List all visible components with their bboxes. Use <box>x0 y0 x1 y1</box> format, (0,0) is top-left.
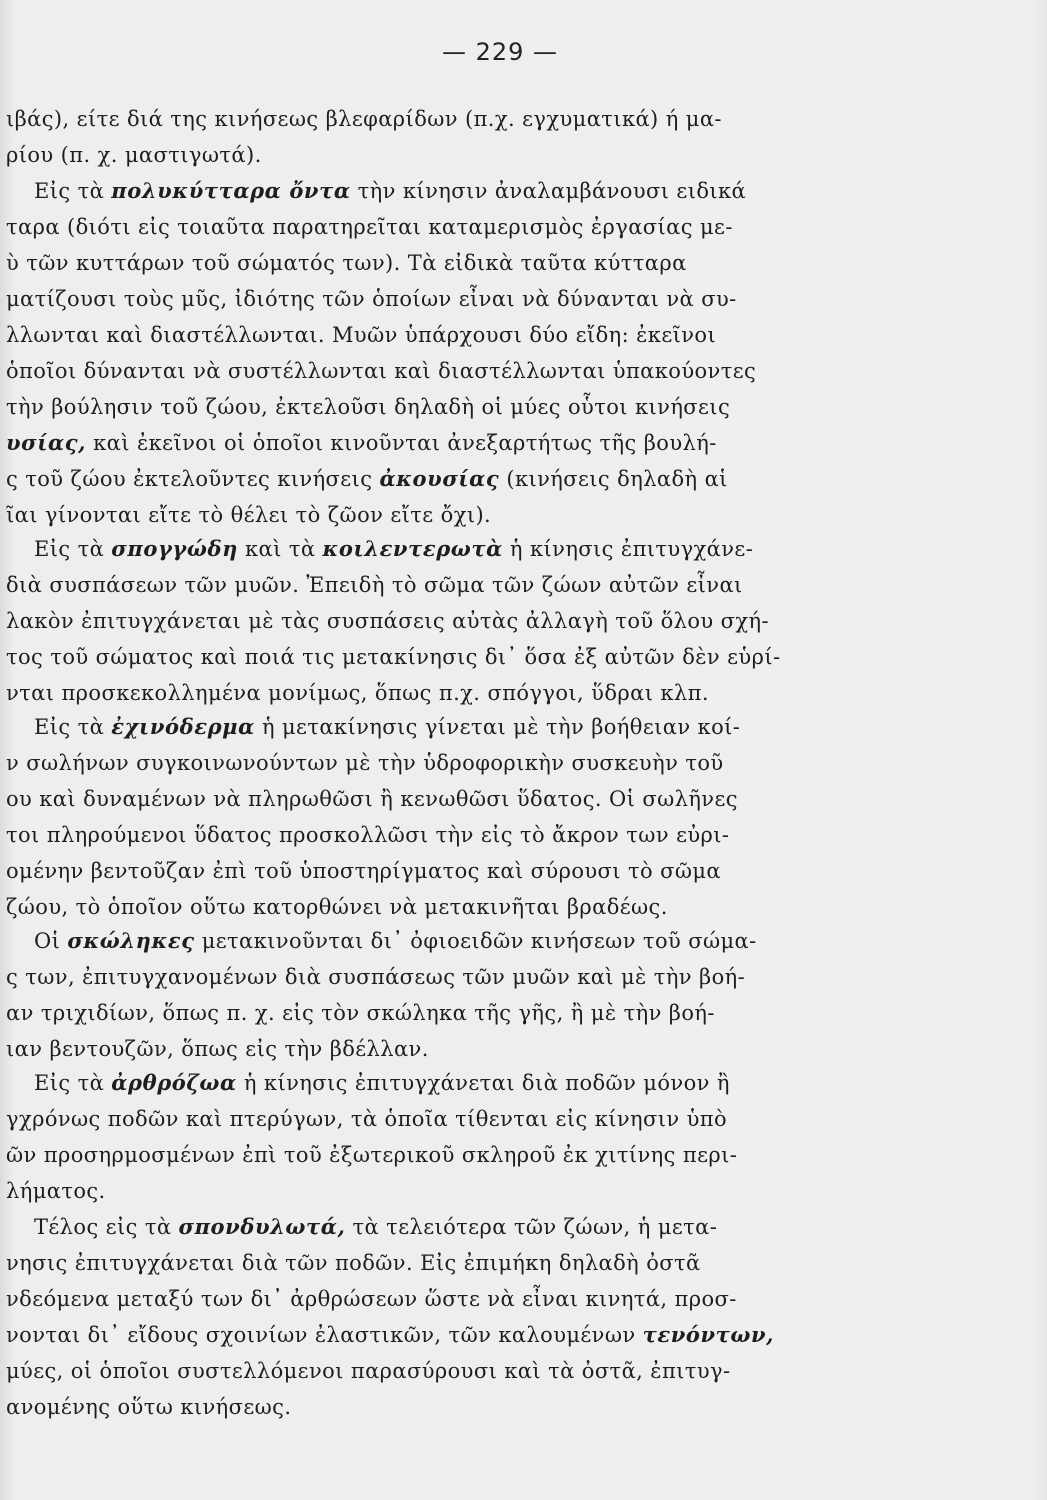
text-run: ἡ κίνησις ἐπιτυγχάνεται διὰ ποδῶν μόνον ἢ <box>236 1071 730 1095</box>
text-run: νται προσκεκολλημένα μονίμως, ὅπως π.χ. σπόγγοι, ὕδραι κλπ. <box>6 681 709 705</box>
text-line <box>34 1068 884 1098</box>
text-line <box>6 428 884 458</box>
page-number: — 229 — <box>441 38 559 66</box>
emphasized-term: ἐχινόδερμα <box>111 714 255 739</box>
text-run: αν τριχιδίων, ὅπως π. χ. εἰς τὸν σκώληκα τῆς γῆς, ἢ μὲ τὴν βοή- <box>6 1001 715 1025</box>
text-line <box>6 464 884 494</box>
text-run: Τέλος εἰς τὰ <box>34 1215 179 1239</box>
text-run: τος τοῦ σώματος καὶ ποιά τις μετακίνησις δι᾽ ὅσα ἐξ αὐτῶν δὲν εὑρί- <box>6 645 781 669</box>
emphasized-term: τενόντων, <box>642 1322 775 1347</box>
text-line <box>6 962 884 992</box>
text-run: διὰ συσπάσεων τῶν μυῶν. Ἐπειδὴ τὸ σῶμα τῶν ζώων αὐτῶν εἶναι <box>6 573 743 597</box>
text-line <box>6 892 884 922</box>
text-line <box>6 356 884 386</box>
text-run: ανομένης οὕτω κινήσεως. <box>6 1395 292 1419</box>
text-line <box>6 1284 884 1314</box>
text-line <box>6 1248 884 1278</box>
text-line <box>6 856 884 886</box>
text-run: Εἰς τὰ <box>34 715 112 739</box>
text-line <box>6 606 884 636</box>
text-run: ν σωλήνων συγκοινωνούντων μὲ τὴν ὑδροφορικὴν συσκευὴν τοῦ <box>6 751 724 775</box>
text-run: νδεόμενα μεταξύ των δι᾽ ἀρθρώσεων ὥστε νὰ εἶναι κινητά, προσ- <box>6 1287 737 1311</box>
text-line <box>34 176 884 206</box>
text-run: λλωνται καὶ διαστέλλωνται. Μυῶν ὑπάρχουσι δύο εἴδη: ἐκεῖνοι <box>6 323 717 347</box>
text-run: ταρα (διότι εἰς τοιαῦτα παρατηρεῖται καταμερισμὸς ἐργασίας με- <box>6 215 733 239</box>
text-run: τὰ τελειότερα τῶν ζώων, ἡ μετα- <box>345 1215 718 1239</box>
text-run: ῶν προσηρμοσμένων ἐπὶ τοῦ ἐξωτερικοῦ σκληροῦ ἐκ χιτίνης περι- <box>6 1143 738 1167</box>
text-run: τὴν κίνησιν ἀναλαμβάνουσι ειδικά <box>350 179 747 203</box>
text-run: ματίζουσι τοὺς μῦς, ἰδιότης τῶν ὁποίων εἶναι νὰ δύνανται νὰ συ- <box>6 287 737 311</box>
text-run: Εἰς τὰ <box>34 179 112 203</box>
text-run: ομένην βεντοῦζαν ἐπὶ τοῦ ὑποστηρίγματος καὶ σύρουσι τὸ σῶμα <box>6 859 721 883</box>
text-run: λήματος. <box>6 1179 106 1203</box>
text-line <box>6 784 884 814</box>
text-line <box>6 104 884 134</box>
text-run: ιαν βεντουζῶν, ὅπως εἰς τὴν βδέλλαν. <box>6 1037 429 1061</box>
text-run: ἡ μετακίνησις γίνεται μὲ τὴν βοήθειαν κοί- <box>254 715 741 739</box>
text-run: ῖαι γίνονται εἴτε τὸ θέλει τὸ ζῶον εἴτε ὄχι). <box>6 503 492 527</box>
text-run: καὶ τὰ <box>237 537 323 561</box>
emphasized-term: σκώληκες <box>67 928 195 953</box>
text-line <box>34 1212 884 1242</box>
text-line <box>6 1140 884 1170</box>
text-run: μύες, οἱ ὁποῖοι συστελλόμενοι παρασύρουσι καὶ τὰ ὀστᾶ, ἐπιτυγ- <box>6 1359 731 1383</box>
text-run: τοι πληρούμενοι ὕδατος προσκολλῶσι τὴν εἰς τὸ ἄκρον των εὐρι- <box>6 823 730 847</box>
text-line <box>34 926 884 956</box>
text-run: γχρόνως ποδῶν καὶ πτερύγων, τὰ ὁποῖα τίθενται εἰς κίνησιν ὑπὸ <box>6 1107 728 1131</box>
text-line <box>6 212 884 242</box>
text-line <box>6 678 884 708</box>
text-line <box>6 500 884 530</box>
text-line <box>6 642 884 672</box>
text-run: Εἰς τὰ <box>34 537 112 561</box>
text-line <box>6 320 884 350</box>
text-line <box>6 1320 884 1350</box>
emphasized-term: σπογγώδη <box>111 536 238 561</box>
text-line <box>34 534 884 564</box>
text-run: ζώου, τὸ ὁποῖον οὕτω κατορθώνει νὰ μετακινῆται βραδέως. <box>6 895 668 919</box>
emphasized-term: ἀρθρόζωα <box>111 1070 237 1095</box>
emphasized-term: υσίας, <box>6 430 87 455</box>
text-run: ὺ τῶν κυττάρων τοῦ σώματός των). Τὰ εἰδικὰ ταῦτα κύτταρα <box>6 251 687 275</box>
text-run: Οἱ <box>34 929 68 953</box>
text-run: ρίου (π. χ. μαστιγωτά). <box>6 143 262 167</box>
text-run: ιβάς), είτε διά της κινήσεως βλεφαρίδων (π.χ. εγχυματικά) ή μα- <box>6 107 722 131</box>
text-line <box>6 140 884 170</box>
text-line <box>6 998 884 1028</box>
emphasized-term: σπονδυλωτά, <box>178 1214 346 1239</box>
text-run: ς τοῦ ζώου ἐκτελοῦντες κινήσεις <box>6 467 380 491</box>
text-run: μετακινοῦνται δι᾽ ὀφιοειδῶν κινήσεων τοῦ σώμα- <box>194 929 757 953</box>
text-run: Εἰς τὰ <box>34 1071 112 1095</box>
text-run: νησις ἐπιτυγχάνεται διὰ τῶν ποδῶν. Εἰς ἐπιμήκη δηλαδὴ ὀστᾶ <box>6 1251 701 1275</box>
text-line <box>6 1392 884 1422</box>
text-line <box>6 392 884 422</box>
emphasized-term: κοιλεντερωτὰ <box>322 536 503 561</box>
text-line <box>6 570 884 600</box>
text-run: ἡ κίνησις ἐπιτυγχάνε- <box>502 537 754 561</box>
text-run: (κινήσεις δηλαδὴ αἱ <box>499 467 728 491</box>
text-run: τὴν βούλησιν τοῦ ζώου, ἐκτελοῦσι δηλαδὴ οἱ μύες οὗτοι κινήσεις <box>6 395 731 419</box>
text-line <box>6 748 884 778</box>
text-run: καὶ ἐκεῖνοι οἱ ὁποῖοι κινοῦνται ἀνεξαρτήτως τῆς βουλή- <box>86 431 717 455</box>
text-line <box>6 1104 884 1134</box>
text-line <box>6 1034 884 1064</box>
text-run: λακὸν ἐπιτυγχάνεται μὲ τὰς συσπάσεις αὐτὰς ἀλλαγὴ τοῦ ὅλου σχή- <box>6 609 769 633</box>
text-line <box>6 248 884 278</box>
text-run: ου καὶ δυναμένων νὰ πληρωθῶσι ἢ κενωθῶσι ὕδατος. Οἱ σωλῆνες <box>6 787 738 811</box>
text-run: ς των, ἐπιτυγχανομένων διὰ συσπάσεως τῶν μυῶν καὶ μὲ τὴν βοή- <box>6 965 746 989</box>
text-line <box>6 820 884 850</box>
text-run: νονται δι᾽ εἴδους σχοινίων ἐλαστικῶν, τῶν καλουμένων <box>6 1323 643 1347</box>
emphasized-term: πολυκύτταρα ὄντα <box>111 178 351 203</box>
text-line <box>6 1176 884 1206</box>
text-run: ὁποῖοι δύνανται νὰ συστέλλωνται καὶ διαστέλλωνται ὑπακούοντες <box>6 359 757 383</box>
text-line <box>34 712 884 742</box>
text-line <box>6 1356 884 1386</box>
text-line <box>6 284 884 314</box>
emphasized-term: ἀκουσίας <box>379 466 500 491</box>
